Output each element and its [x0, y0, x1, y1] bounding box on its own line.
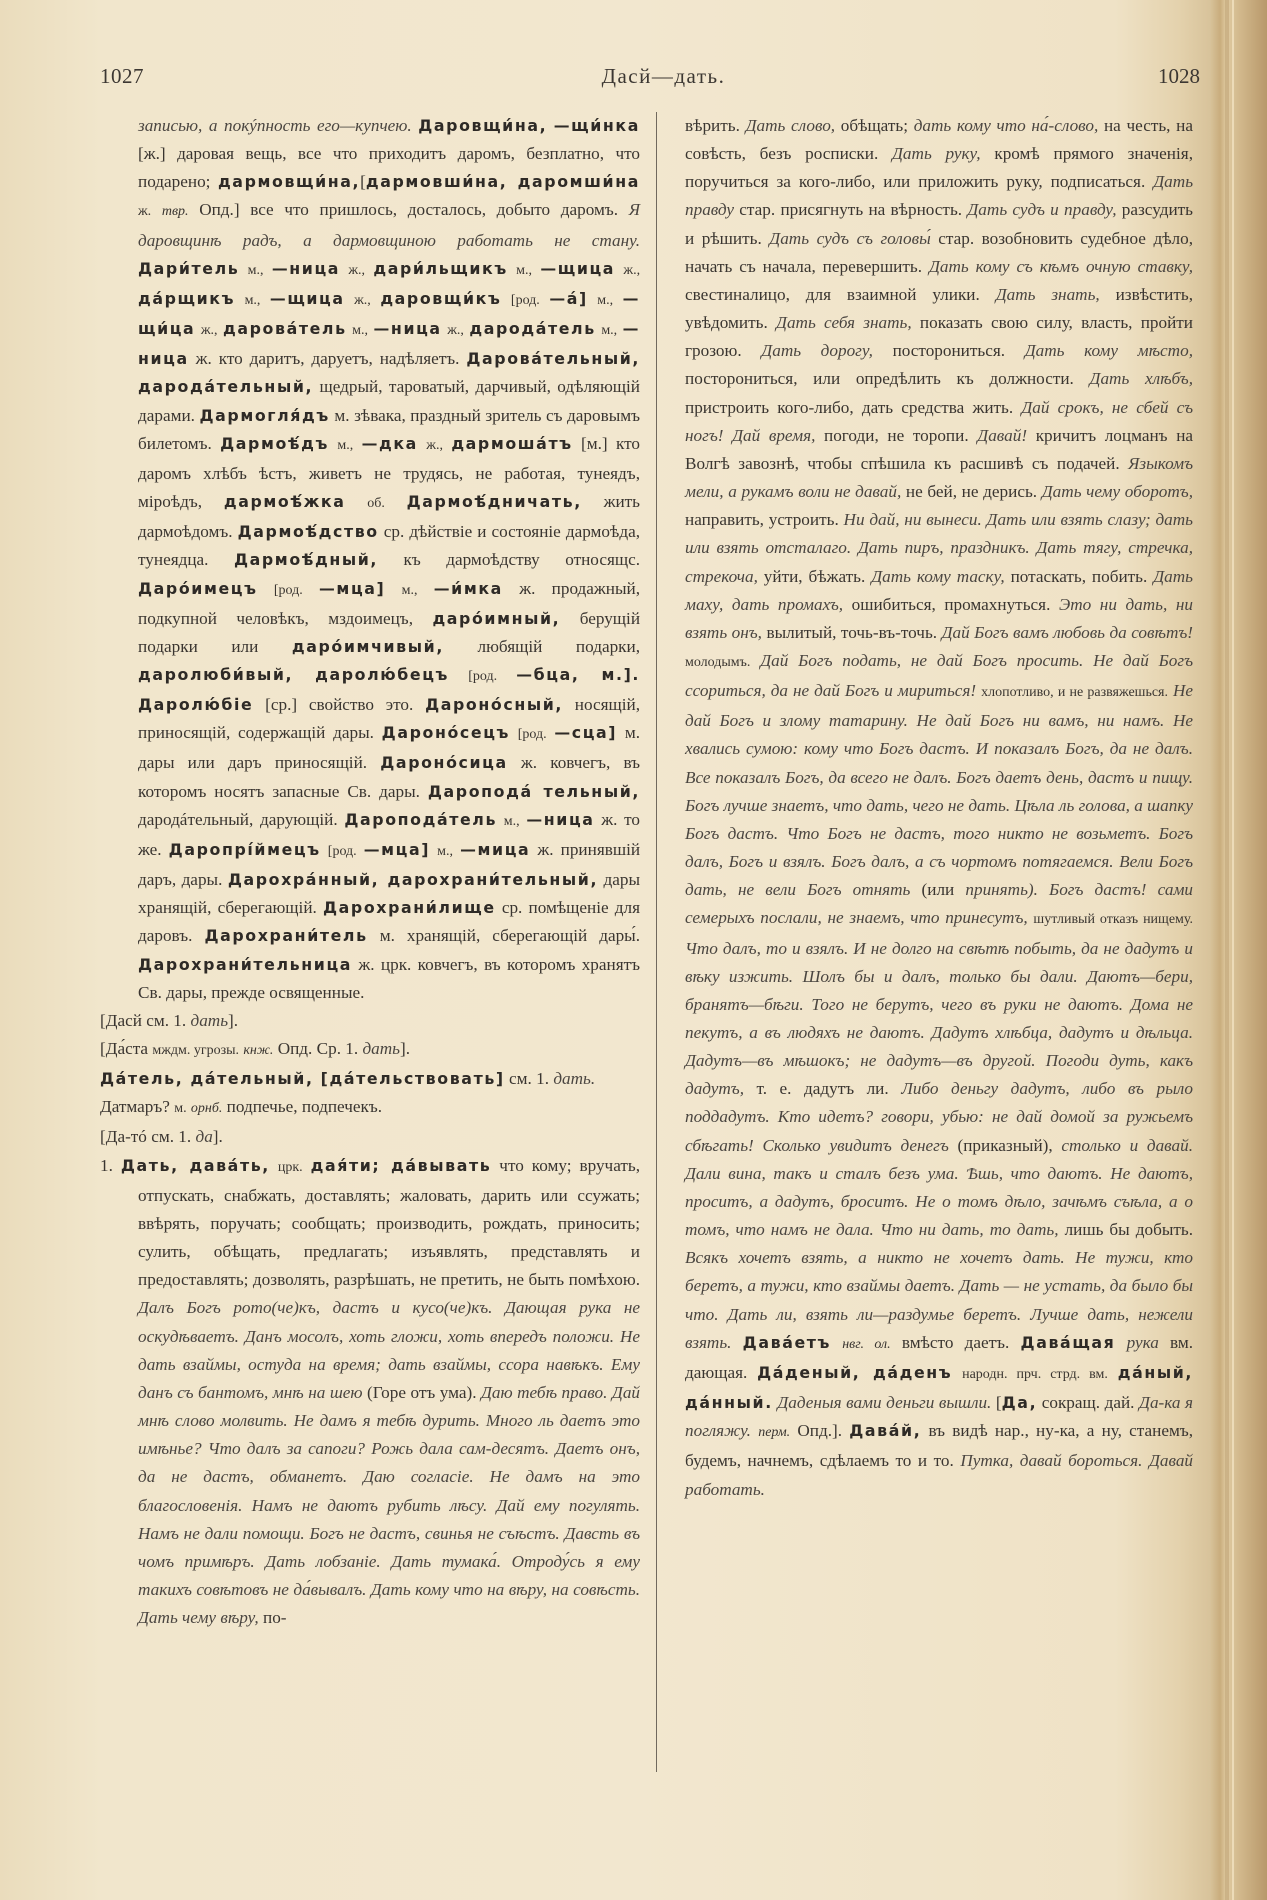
book-spine-shadow — [1225, 0, 1229, 1900]
headword: даролюби́вый, даролю́бецъ — [138, 664, 449, 684]
entry-dasi — [100, 1007, 640, 1035]
example: записью, а покýпность его—купчею. — [138, 116, 412, 135]
grammar-label: м., — [437, 843, 454, 859]
example: Путка, давай бороться. Давай работать. — [685, 1451, 1194, 1499]
bracket: ]. — [400, 1039, 411, 1058]
definition: посторониться, или опредѣлить къ должности. — [685, 369, 1074, 389]
example: Даденыя вами деньги вышли. — [777, 1393, 992, 1413]
definition: даровая вещь, все что приходитъ даромъ, безплатно, что подарено; — [138, 144, 641, 192]
grammar-label: ж., — [426, 437, 443, 453]
headword: Даролю́біе — [138, 695, 254, 715]
definition: направить, устроить. — [685, 510, 839, 530]
definition: [м.] кто даромъ хлѣбъ ѣстъ, живетъ не трудясь, не работая, тунеядъ, міроѣдъ, — [138, 433, 641, 512]
grammar-label: м., — [337, 437, 354, 453]
column-divider — [656, 112, 657, 1772]
headword: Дармоѣ́дство — [237, 522, 379, 542]
definition: въ видѣ нар., ну-ка, а ну, станемъ, будемъ, начнемъ, сдѣлаемъ то и то. — [685, 1421, 1194, 1471]
example: Дать знать, — [995, 284, 1100, 304]
grammar-label: ж., — [447, 323, 464, 339]
definition: (или — [921, 880, 955, 900]
page-number-right: 1028 — [1158, 64, 1200, 88]
definition: стар. присягнуть на вѣрность. — [739, 200, 963, 220]
example: Дай Богъ вамъ любовь да совѣтъ! — [941, 622, 1193, 642]
example: Дать кому съ кѣмъ очную ставку, — [928, 256, 1193, 276]
example: Да-ка я погляжу. — [685, 1393, 1194, 1441]
grammar-label: [ж.] — [138, 144, 166, 164]
grammar-label: об. — [367, 496, 385, 512]
headword: да́ный, да́нный. — [685, 1362, 1194, 1413]
example: Я даровщинѣ радъ, а дармовщиною работать не стану. — [138, 200, 641, 250]
citation: (Горе отъ ума). — [367, 1382, 477, 1402]
headword: Дава́й, — [849, 1421, 922, 1441]
definition: хлопотливо, и не развяжешься. — [981, 685, 1168, 701]
cross-reference: дать — [362, 1039, 401, 1058]
example: Даю тебѣ право. Дай мнѣ слово молвить. Не дамъ я тебѣ дурить. Много ль даетъ это имѣнье? Что далъ за сапоги? Рожь дала сам-десятъ. Даетъ онъ, да не дастъ, обманетъ. Даю согласіе. Не дамъ на это благословенія. Намъ не даютъ рубить лѣсу. Дай ему погулять. Намъ не дали помощи. Богъ не дастъ, свинья не съѣстъ. Давсть въ чомъ примѣръ. Дать лобзаніе. Дать тумака́. Отроду́сь я ему такихъ совѣтовъ не да́вывалъ. Дать кому что на вѣру, на совѣсть. Дать чему вѣру, — [138, 1382, 641, 1628]
headword: —и́мка — [433, 578, 503, 598]
running-head — [0, 64, 1267, 94]
grammar-label: ж., — [348, 262, 366, 278]
example: Ни дай, ни вынеси. Дать или взять слазу; дать или взять отсталаго. Дать пиръ, праздникъ. Дать тягу, стречка, стрекоча, — [685, 510, 1194, 586]
right-column — [685, 112, 1193, 1504]
example: Либо деньгу дадутъ, либо въ рыло поддадутъ. Кто идетъ? говори, убью: не дай домой за ружьемъ сбѣгать! Сколько увидитъ денегъ — [685, 1079, 1194, 1155]
example: Дай Богъ подать, не дай Богъ просить. Не дай Богъ ссориться, да не дай Богъ и мириться! — [685, 650, 1193, 701]
book-spine-edge — [1232, 0, 1234, 1900]
headword: Дароподá тельный, — [427, 781, 640, 801]
grammar-label: м., — [244, 292, 261, 308]
definition: ж. ковчегъ, въ которомъ носятъ запасные Св. дары. — [138, 753, 641, 801]
running-head-title: Дасй—дать. — [601, 64, 726, 88]
headword: дая́ти; да́вывать — [310, 1155, 492, 1175]
definition: (приказный), — [957, 1135, 1053, 1155]
example: Дать руку, — [892, 144, 981, 164]
region-label: кнж. — [243, 1043, 274, 1058]
headword: Дарохрани́тель — [204, 926, 368, 946]
cross-reference: дать. — [553, 1069, 596, 1089]
definition: шутливый отказъ нищему. — [1033, 912, 1194, 928]
grammar-label: ж. — [138, 204, 152, 220]
definition: по- — [263, 1608, 287, 1628]
example: Дать судъ съ головы́ — [769, 228, 931, 248]
headword: [Дасй см. 1. — [100, 1010, 187, 1030]
grammar-label: [род. — [510, 292, 540, 308]
headword: —ница — [526, 809, 595, 829]
headword: дарода́тель — [469, 319, 596, 339]
definition: на честь, на совѣсть, безъ росписки. — [685, 116, 1193, 164]
headword: Датмаръ? — [100, 1097, 170, 1117]
headword: Даронóсецъ — [381, 723, 510, 743]
headword: —щи́нка — [553, 116, 640, 135]
headword: Даровщи́на, — [418, 116, 548, 135]
definition: подпечье, подпечекъ. — [226, 1097, 383, 1117]
grammar-label: м., — [503, 813, 520, 829]
definition: ж. принявшій даръ, дары. — [138, 839, 641, 890]
headword: [Да́ста — [100, 1039, 149, 1058]
definition: ошибиться, промахнуться. — [851, 594, 1051, 614]
definition: м. дары или даръ приносящій. — [138, 723, 641, 773]
example: Дать хлѣбъ, — [1089, 369, 1193, 389]
definition: къ дармоѣдству относящс. — [403, 550, 641, 570]
example: рука — [1126, 1332, 1159, 1352]
example: Давай! — [977, 425, 1028, 445]
example: Языкомъ мели, а рукамъ воли не давай, — [685, 453, 1193, 502]
example: Дать чему оборотъ, — [1041, 482, 1194, 502]
cross-reference: дать — [190, 1010, 229, 1030]
headword: Дармоѣ́дный, — [233, 550, 379, 570]
headword: —бца, м.]. — [516, 664, 641, 684]
definition: щедрый, тароватый, дарчивый, одѣляющій дарами. — [138, 377, 640, 425]
grammar-label: ж., — [354, 292, 371, 308]
definition: берущій подарки или — [138, 608, 641, 656]
definition: уйти, бѣжать. — [763, 566, 866, 586]
example: Что далъ, то и взялъ. И не долго на свѣтѣ побыть, да не дадутъ и вѣку изжить. Шолъ бы и далъ, только бы дали. Даютъ—бери, бранятъ—бѣги. Того не берутъ, чего въ руки не даютъ. Дома не пекутъ, а въ людяхъ не даютъ. Дадутъ хлѣбца, дадутъ и дѣльца. Дадутъ—въ мѣшокъ; не дадутъ—въ другой. Погоди дуть, какъ дадутъ, — [685, 938, 1193, 1099]
entry-datel — [100, 1065, 640, 1093]
definition: ж. црк. ковчегъ, въ которомъ хранятъ Св. дары, прежде освященные. — [138, 954, 641, 1002]
source-label: Опд.]. — [797, 1421, 843, 1441]
bracket: [ — [360, 172, 366, 192]
definition: погоди, не торопи. — [824, 425, 969, 445]
region-label: перм. — [758, 1425, 791, 1441]
definition: вылитый, точь-въ-точь. — [766, 622, 938, 642]
region-label: орнб. — [190, 1101, 223, 1117]
entry-dat-continued — [685, 112, 1193, 1504]
definition: ср. дѣйствіе и состояніе дармоѣда, тунеядца. — [138, 522, 641, 570]
headword: —щи́ца — [138, 288, 641, 339]
definition: ср. помѣщеніе для даровъ. — [138, 898, 641, 946]
headword: Дарохрани́лище — [323, 898, 496, 918]
definition: любящій подарки, — [477, 636, 641, 656]
source-label: Опд. Ср. 1. — [277, 1039, 359, 1058]
grammar-label: црк. — [277, 1159, 303, 1175]
definition: вм. дающая. — [685, 1332, 1193, 1382]
definition: потаскать, побить. — [1010, 566, 1148, 586]
headword: да́рщикъ — [138, 288, 236, 308]
headword: Дармоѣ́дъ — [220, 433, 329, 453]
grammar-label: [род. — [517, 727, 547, 743]
example: Дать правду — [685, 172, 1194, 220]
example: Дать маху, дать промахъ, — [685, 566, 1193, 614]
definition: что кому; вручать, отпускать, снабжать, доставлять; жаловать, дарить или ссужать; ввѣрять, поручать; сообщать; производить, рождать, приносить; сулить, обѣщать, предлагать; изъявлять, представлять и предоставлять; дозволять, разрѣшать, не претить, не быть помѣхою. — [138, 1155, 641, 1290]
definition: мждм. угрозы. — [152, 1043, 240, 1058]
headword: дарова́тель — [223, 319, 347, 339]
definition: носящій, приносящій, содержащій дары. — [138, 695, 641, 743]
headword: —сца] — [554, 723, 618, 743]
definition: показать свою силу, власть, пройти грозою. — [685, 313, 1194, 361]
definition: жить дармоѣдомъ. — [138, 492, 641, 542]
definition: посторониться. — [892, 341, 1006, 361]
headword: даро́имный, — [432, 608, 561, 628]
definition: извѣстить, увѣдомить. — [685, 284, 1194, 333]
grammar-label: ж., — [200, 323, 218, 339]
grammar-label: м. — [174, 1101, 187, 1117]
grammar-label: [род. — [273, 582, 303, 598]
entry-dasta — [100, 1035, 640, 1065]
definition: стар. возобновить судебное дѣло, начать съ начала, перевершить. — [685, 228, 1193, 276]
headword: Дарохрани́тельница — [138, 954, 353, 974]
grammar-label: [род. — [327, 843, 357, 859]
headword: даро́имчивый, — [291, 636, 444, 656]
headword: —щица — [269, 288, 345, 308]
sense-number: 1. — [100, 1155, 113, 1175]
headword: Дари́тель — [138, 258, 240, 278]
headword: дармоѣ́жка — [223, 492, 346, 512]
definition: Опд.] все что пришлось, досталось, добыто даромъ. — [199, 200, 619, 220]
definition: м. зѣвака, праздный зритель съ даровымъ билетомъ. — [138, 405, 641, 453]
grammar-label: народн. прч. стрд. вм. — [962, 1366, 1108, 1382]
headword: Даро́имецъ — [138, 578, 258, 598]
grammar-label: м., — [352, 323, 369, 339]
headword: Дать, дава́ть, — [120, 1155, 270, 1175]
headword: Дарова́тельный, дарода́тельный, — [138, 349, 641, 397]
bracket: ]. — [212, 1127, 223, 1147]
grammar-label: ж., — [623, 262, 641, 278]
definition: обѣщать; — [840, 116, 908, 135]
example: Не дай Богъ и злому татарину. Не дай Богъ ни вамъ, ни намъ. Не хвались сумою: кому что Богъ дастъ. И показалъ Богъ, да не далъ. Все показалъ Богъ, да всего не далъ. Богъ даетъ день, дастъ и пищу. Богъ лучше знаетъ, что дать, чего не дать. Цѣла ль голова, а шапку Богъ дастъ. Что Богъ не дастъ, того никто не возьметъ. Богъ далъ, Богъ и взялъ. Богъ далъ, а съ чортомъ потягаемся. Вели Богъ дать, не вели Богъ отнять — [685, 681, 1194, 900]
entry-dat — [100, 1152, 640, 1633]
entry-da-to — [100, 1123, 640, 1151]
definition: ж. продажный, подкупной человѣкъ, мздоимецъ, — [138, 578, 641, 628]
page-number-left: 1027 — [100, 64, 144, 88]
headword: дармовши́на, даромши́на — [365, 172, 640, 192]
definition: кричитъ лоцманъ на Волгѣ завознѣ, чтобы спѣшила къ расшивѣ съ подачей. — [685, 425, 1194, 473]
region-label: твр. — [161, 204, 189, 220]
bracket: ]. — [228, 1010, 239, 1030]
definition: лишь бы добыть. — [1064, 1220, 1194, 1240]
headword: —ница — [138, 319, 641, 369]
definition: ж. то же. — [138, 809, 641, 859]
definition: не бей, не дерись. — [905, 482, 1038, 502]
cross-reference: да — [195, 1127, 213, 1147]
headword: Дарохра́нный, дарохрани́тельный, — [227, 870, 599, 890]
grammar-label: м., — [247, 262, 264, 278]
see-also: см. 1. — [509, 1069, 550, 1089]
definition: разсудить и рѣшить. — [685, 200, 1193, 248]
headword: Дава́щая — [1020, 1332, 1116, 1352]
headword: Даронóсный, — [425, 695, 563, 715]
definition: т. е. дадутъ ли. — [756, 1079, 889, 1099]
definition: ж. кто даритъ, даруетъ, надѣляетъ. — [195, 349, 460, 369]
headword: —á] — [549, 288, 588, 308]
definition: м. хранящій, сберегающій дары́. — [379, 926, 641, 946]
definition: дары хранящій, сберегающій. — [138, 870, 641, 918]
example: Дать кому таску, — [871, 566, 1005, 586]
example: Дать кому мѣсто, — [1024, 341, 1193, 361]
headword: дармовщи́на, — [217, 172, 361, 192]
grammar-label: м., — [597, 292, 614, 308]
definition: дародáтельный, дарующій. — [138, 809, 338, 829]
headword: [Да-тó см. 1. — [100, 1127, 192, 1147]
grammar-label: м., — [601, 323, 618, 339]
example: Дать слово, — [745, 116, 836, 135]
headword: —дка — [361, 433, 418, 453]
example: Всякъ хочетъ взять, а никто не хочетъ дать. Не тужи, кто беретъ, а тужи, кто взаймы даетъ. Дать — не устать, да было бы что. Дать ли, взять ли—раздумье беретъ. Лучше дать, нежели взять. — [685, 1248, 1193, 1352]
grammar-label: м., — [401, 582, 418, 598]
headword: —мца] — [319, 578, 386, 598]
headword: Даронóсица — [380, 753, 508, 773]
definition: свестиналицо, для взаимной улики. — [685, 284, 980, 304]
entry-darovshchina — [100, 112, 640, 1007]
headword: дари́льщикъ — [373, 258, 508, 278]
grammar-label: м., — [516, 262, 533, 278]
definition: [ср.] свойство это. — [265, 695, 414, 715]
headword: —мица — [460, 839, 531, 859]
example: Далъ Богъ рото(че)къ, дастъ и кусо(че)къ. Дающая рука не оскудѣваетъ. Данъ мосолъ, хоть гложи, хоть впередъ положи. Не дать взаймы, остуда на время; дать взаймы, ссора навѣкъ. Ему данъ съ бантомъ, мнѣ на шею — [138, 1298, 640, 1402]
definition: вѣрить. — [685, 116, 740, 135]
headword: Да́деный, да́денъ — [757, 1362, 953, 1382]
bracket: [ — [995, 1393, 1002, 1413]
left-column — [100, 112, 640, 1632]
headword: Дармоѣ́дничать, — [406, 492, 582, 512]
definition: вмѣсто даетъ. — [901, 1332, 1010, 1352]
example: Дать судъ и правду, — [967, 200, 1117, 220]
region-label: нвг. ол. — [842, 1336, 891, 1352]
headword: Даропода́тель — [344, 809, 498, 829]
headword: Даропрі́ймецъ — [168, 839, 321, 859]
headword: Дава́етъ — [742, 1332, 831, 1352]
definition: молодымъ. — [685, 654, 751, 670]
definition: пристроить кого-либо, дать средства жить. — [685, 397, 1014, 417]
example: дать кому что на́-слово, — [913, 116, 1099, 135]
grammar-label: [род. — [468, 668, 498, 684]
headword: —ница — [373, 319, 442, 339]
headword: Да, — [1001, 1393, 1038, 1413]
headword: —мца] — [363, 839, 431, 859]
headword: —щица — [540, 258, 616, 278]
example: Это ни дать, ни взять онъ, — [685, 594, 1194, 642]
example: столько и давай. Дали вина, такъ и сталъ безъ ума. Ѣшь, что даютъ. Не даютъ, проситъ, а дадутъ, броситъ. Не о томъ дѣло, зачѣмъ съѣла, а о томъ, что намъ не дала. Что ни дать, то дать, — [685, 1135, 1193, 1240]
headword: дармоша́тъ — [451, 433, 573, 453]
definition: кромѣ прямого значенія, поручиться за кого-либо, или приложить руку, подписаться. — [685, 144, 1193, 192]
headword: —ница — [271, 258, 341, 278]
entry-datmar — [100, 1093, 640, 1123]
headword: Дармогля́дъ — [199, 405, 330, 425]
headword: даровщи́къ — [380, 288, 502, 308]
example: принять). Богъ дастъ! сами семерыхъ послали, не знаемъ, что принесутъ, — [685, 880, 1194, 928]
example: Дать себя знать, — [776, 313, 912, 333]
example: Дай срокъ, не сбей съ ногъ! Дай время, — [685, 397, 1193, 445]
headword: Да́тель, да́тельный, [да́тельствовать] — [100, 1069, 505, 1089]
example: Дать дорогу, — [761, 341, 873, 361]
definition: сокращ. дай. — [1041, 1393, 1135, 1413]
